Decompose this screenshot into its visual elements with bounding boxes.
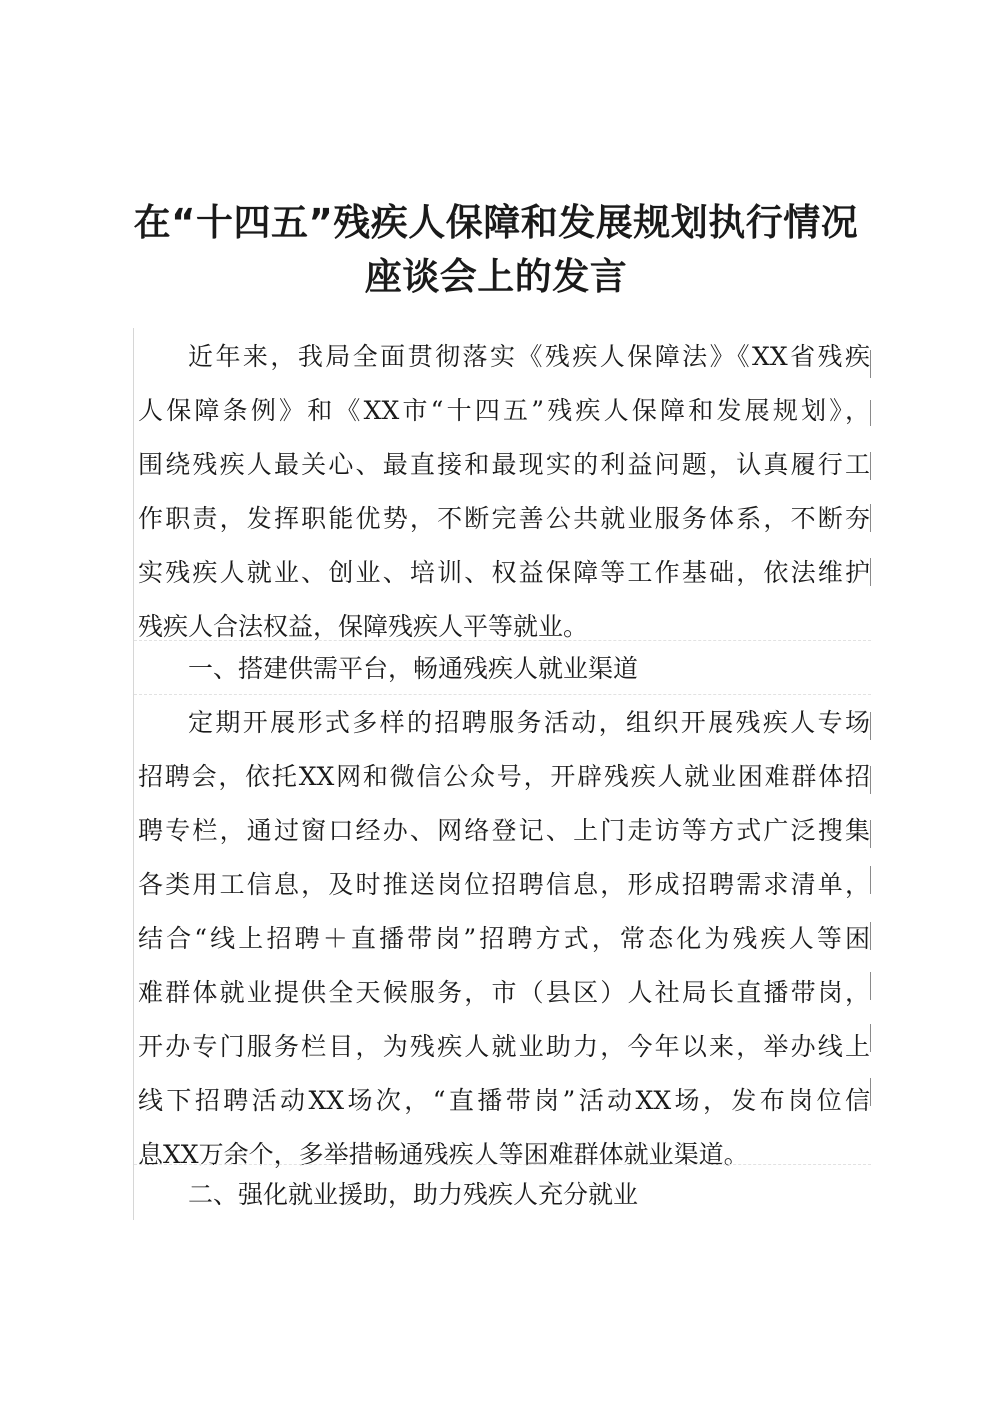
line-end-mark	[870, 1078, 871, 1106]
document-title	[0, 196, 992, 304]
title-line-1: 在“十四五”残疾人保障和发展规划执行情况	[133, 201, 859, 244]
document-body	[133, 328, 871, 1220]
paragraph-separator	[134, 1164, 871, 1165]
paragraph-1-line: 作职责，发挥职能优势，不断完善公共就业服务体系，不断夯	[138, 504, 870, 533]
paragraph-2-line: 招聘会，依托XX网和微信公众号，开辟残疾人就业困难群体招	[138, 762, 870, 791]
paragraph-2-line: 开办专门服务栏目，为残疾人就业助力，今年以来，举办线上	[138, 1032, 870, 1061]
title-line-2: 座谈会上的发言	[364, 255, 628, 298]
section-heading-2: 二、强化就业援助，助力残疾人充分就业	[188, 1180, 639, 1209]
line-end-mark	[870, 866, 871, 894]
paragraph-2-line: 结合“线上招聘＋直播带岗”招聘方式，常态化为残疾人等困	[138, 924, 870, 953]
paragraph-1-line: 近年来，我局全面贯彻落实《残疾人保障法》《XX省残疾	[188, 342, 870, 371]
paragraph-2-line: 各类用工信息，及时推送岗位招聘信息，形成招聘需求清单，	[138, 870, 870, 899]
paragraph-2-line: 难群体就业提供全天候服务，市（县区）人社局长直播带岗，	[138, 978, 870, 1007]
paragraph-separator	[134, 640, 871, 641]
section-heading-1: 一、搭建供需平台，畅通残疾人就业渠道	[188, 654, 639, 683]
line-end-mark	[870, 400, 871, 426]
line-end-mark	[870, 820, 871, 848]
line-end-mark	[870, 350, 871, 378]
line-end-mark	[870, 558, 871, 586]
line-end-mark	[870, 766, 871, 794]
paragraph-1-line: 人保障条例》和《XX市“十四五”残疾人保障和发展规划》，	[138, 396, 870, 425]
line-end-mark	[870, 452, 871, 480]
paragraph-2-line: 定期开展形式多样的招聘服务活动，组织开展残疾人专场	[188, 708, 870, 737]
line-end-mark	[870, 712, 871, 740]
paragraph-2-line: 息XX万余个，多举措畅通残疾人等困难群体就业渠道。	[138, 1140, 749, 1169]
paragraph-2-line: 线下招聘活动XX场次，“直播带岗”活动XX场，发布岗位信	[138, 1086, 870, 1115]
line-end-mark	[870, 972, 871, 1000]
paragraph-separator	[134, 694, 871, 695]
paragraph-1-line: 残疾人合法权益，保障残疾人平等就业。	[138, 612, 589, 641]
paragraph-1-line: 围绕残疾人最关心、最直接和最现实的利益问题，认真履行工	[138, 450, 870, 479]
line-end-mark	[870, 922, 871, 950]
line-end-mark	[870, 1024, 871, 1052]
paragraph-1-line: 实残疾人就业、创业、培训、权益保障等工作基础，依法维护	[138, 558, 870, 587]
line-end-mark	[870, 504, 871, 532]
paragraph-2-line: 聘专栏，通过窗口经办、网络登记、上门走访等方式广泛搜集	[138, 816, 870, 845]
